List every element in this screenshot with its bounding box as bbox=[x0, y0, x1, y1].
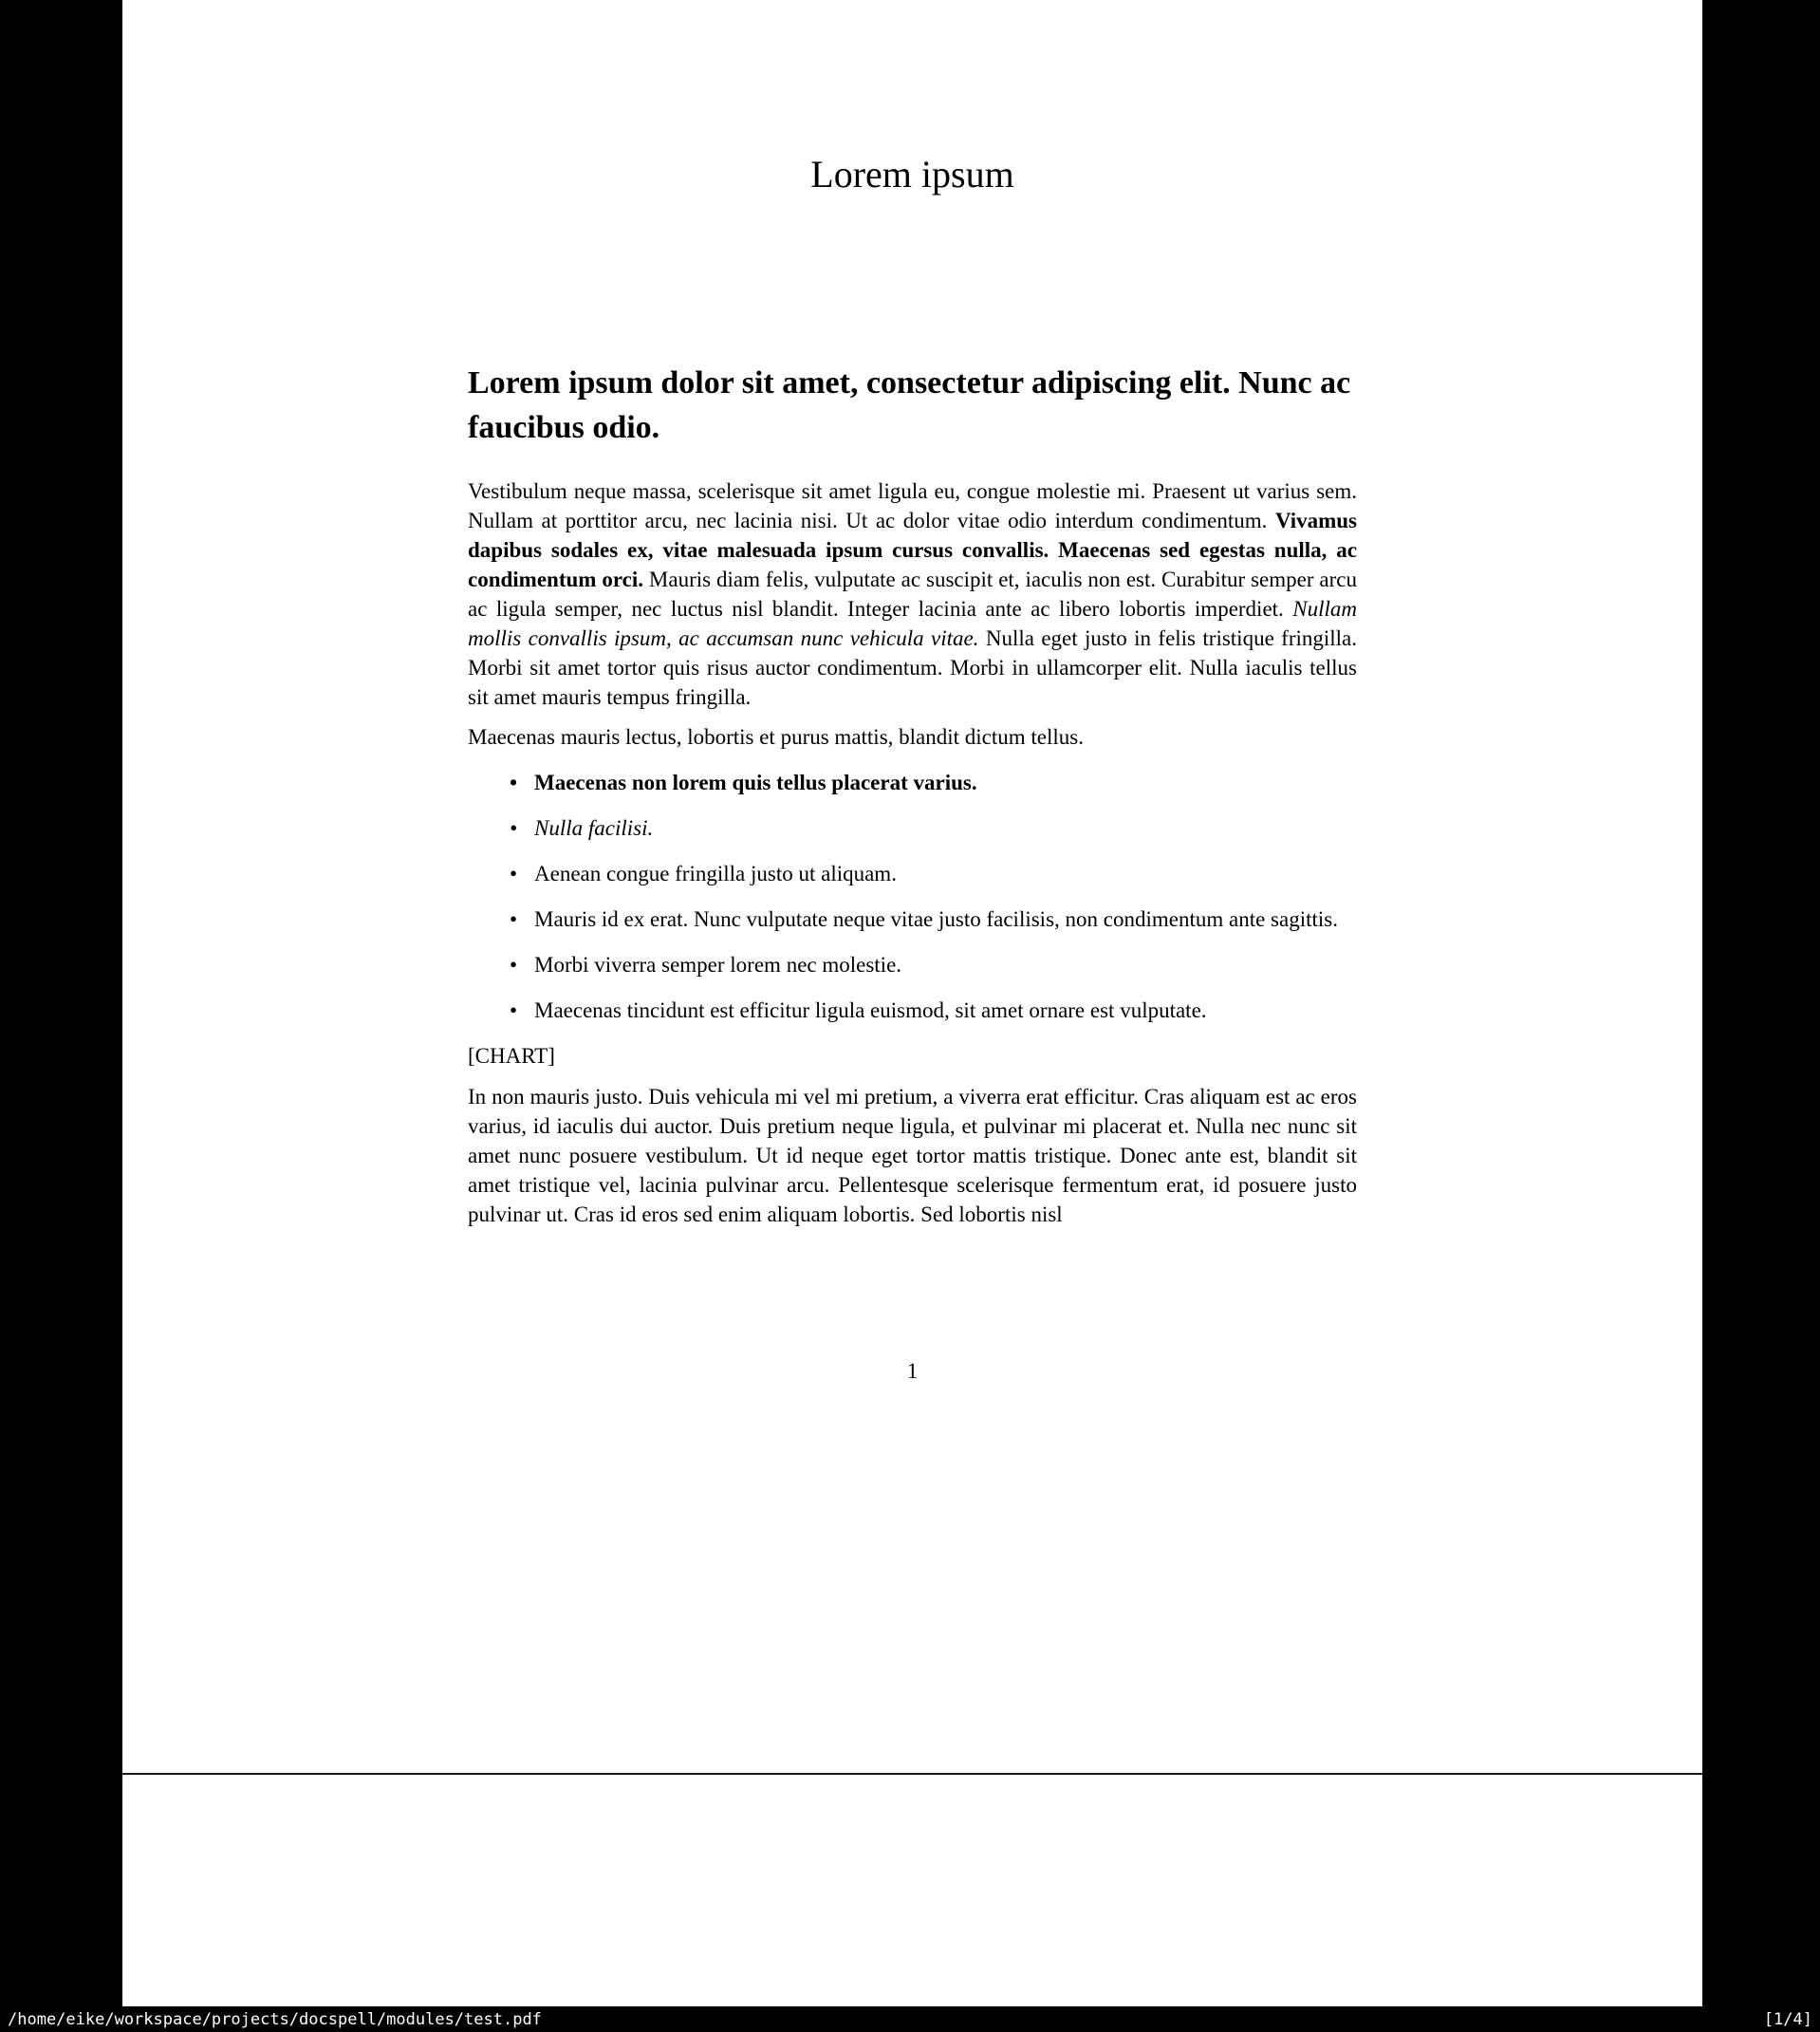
document-title: Lorem ipsum bbox=[810, 153, 1014, 196]
paragraph-3: In non mauris justo. Duis vehicula mi vel mi pretium, a viverra erat efficitur. Cras aliquam est ac eros varius, id iaculis dui auctor. Duis pretium neque ligula, et pulvinar mi placerat et. Nulla nec nunc sit amet nunc posuere vestibulum. Ut id neque eget tortor mattis tristique. Donec ante est, blandit sit amet tristique vel, lacinia pulvinar arcu. Pellentesque scelerisque fermentum erat, id posuere justo pulvinar ut. Cras id eros sed enim aliquam lobortis. Sed lobortis nisl bbox=[468, 1085, 1357, 1226]
pdf-page bbox=[122, 0, 1702, 2006]
page-separator bbox=[122, 1773, 1702, 1775]
statusbar-file-path: /home/eike/workspace/projects/docspell/modules/test.pdf bbox=[8, 2009, 542, 2029]
list-item: • Maecenas non lorem quis tellus placerat varius. bbox=[534, 768, 1357, 797]
paragraph-1 bbox=[468, 476, 1357, 712]
bullet-list bbox=[468, 768, 1357, 1025]
paragraph-segment: Vestibulum neque massa, scelerisque sit amet ligula eu, congue molestie mi. Praesent ut varius sem. Nullam at porttitor arcu, nec lacinia nisi. Ut ac dolor vitae odio interdum condimentum. bbox=[468, 479, 1357, 532]
list-item: • Mauris id ex erat. Nunc vulputate neque vitae justo facilisis, non condimentum ante sagittis. bbox=[534, 904, 1357, 934]
list-item: • Nulla facilisi. bbox=[534, 813, 1357, 843]
list-item: • Morbi viverra semper lorem nec molestie. bbox=[534, 950, 1357, 979]
paragraph-segment-italic: Nullam mollis convallis ipsum, ac accumsan nunc vehicula vitae. bbox=[468, 597, 1357, 650]
paragraph-segment: Mauris diam felis, vulputate ac suscipit et, iaculis non est. Curabitur semper arcu ac ligula semper, nec luctus nisl blandit. Integer lacinia ante ac libero lobortis imperdiet. bbox=[468, 568, 1357, 621]
status-bar bbox=[0, 2006, 1820, 2032]
list-item: • Maecenas tincidunt est efficitur ligula euismod, sit amet ornare est vulputate. bbox=[534, 996, 1357, 1025]
paragraph-segment-bold: Vivamus dapibus sodales ex, vitae malesuada ipsum cursus convallis. Maecenas sed egestas nulla, ac condimentum orci. bbox=[468, 509, 1357, 591]
page-content bbox=[468, 0, 1357, 1386]
page-number: 1 bbox=[906, 1359, 919, 1383]
paragraph-2: Maecenas mauris lectus, lobortis et purus mattis, blandit dictum tellus. bbox=[468, 725, 1084, 749]
paragraph-segment: Nulla eget justo in felis tristique fringilla. Morbi sit amet tortor quis risus auctor condimentum. Morbi in ullamcorper elit. Nulla iaculis tellus sit amet mauris tempus fringilla. bbox=[468, 626, 1358, 709]
statusbar-page-indicator: [1/4] bbox=[1763, 2009, 1812, 2029]
section-heading: Lorem ipsum dolor sit amet, consectetur adipiscing elit. Nunc ac faucibus odio. bbox=[468, 365, 1351, 445]
chart-placeholder: [CHART] bbox=[468, 1044, 555, 1068]
list-item: • Aenean congue fringilla justo ut aliquam. bbox=[534, 859, 1357, 888]
